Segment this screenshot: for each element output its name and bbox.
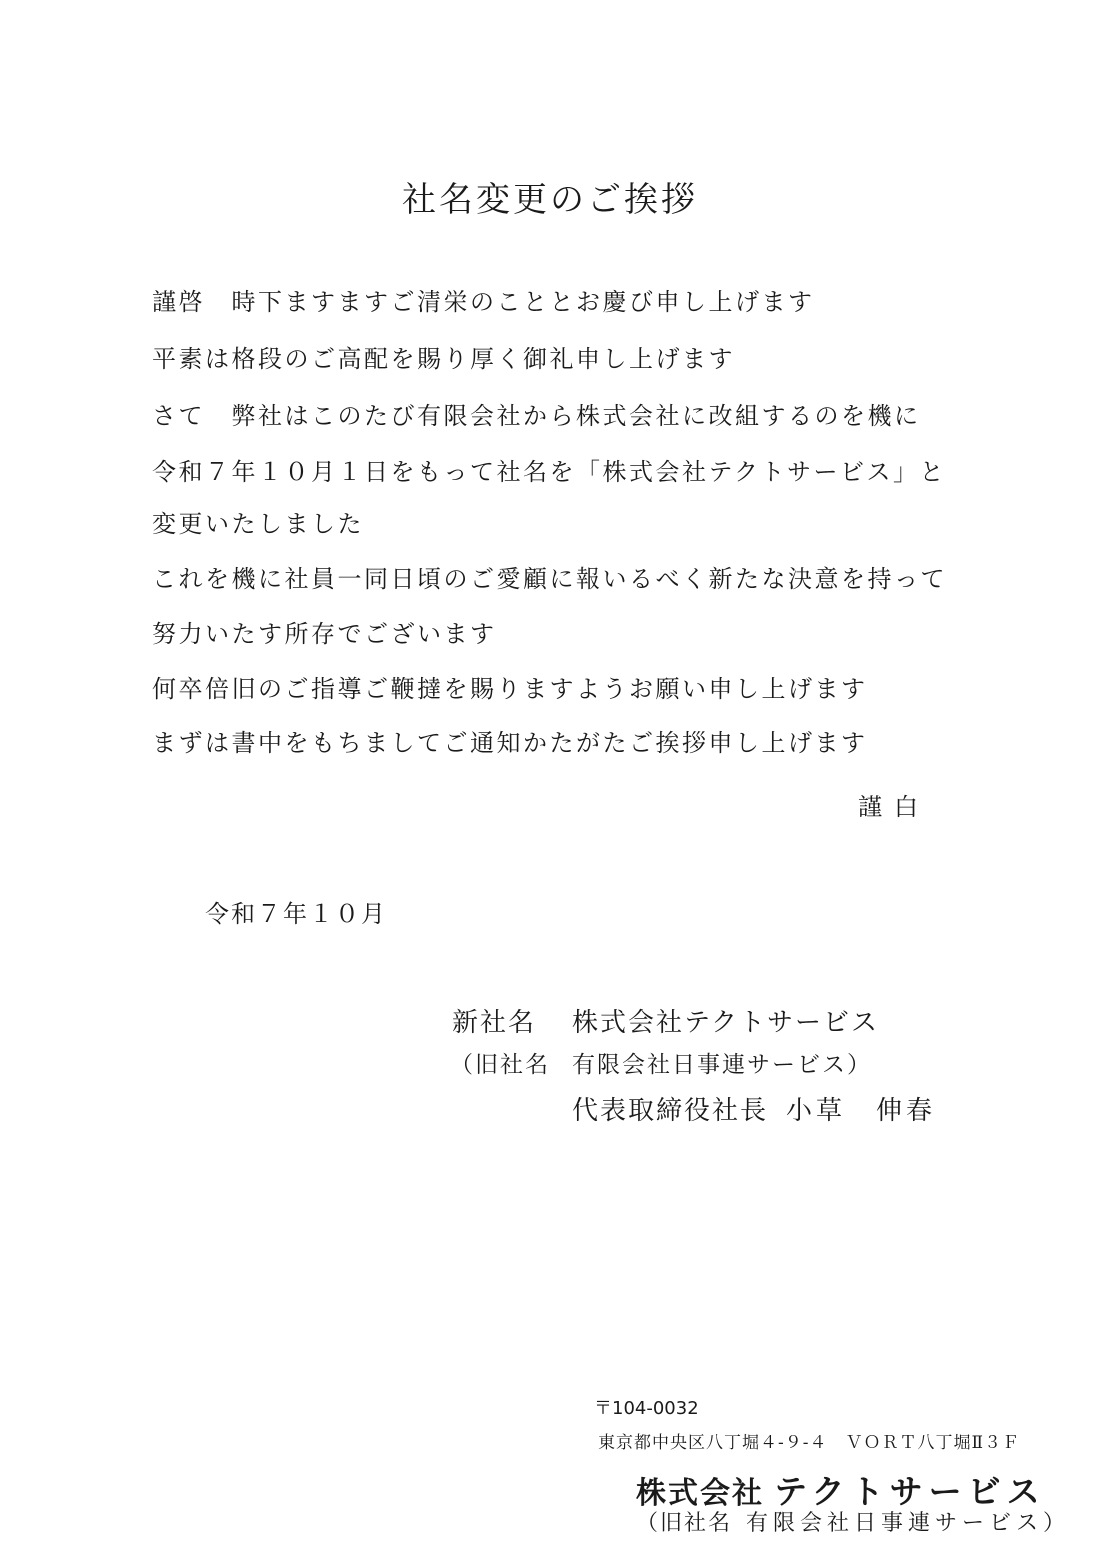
new-name-label: 新社名 bbox=[452, 1008, 537, 1038]
footer-old-name-label: （旧社名 bbox=[636, 1511, 733, 1536]
footer-company-main: テクトサービス bbox=[774, 1472, 1046, 1511]
closing-remark: 謹白 bbox=[858, 793, 930, 821]
representative-surname: 小草 bbox=[786, 1096, 847, 1126]
new-company-name: 株式会社テクトサービス bbox=[572, 1008, 879, 1038]
footer-old-name bbox=[636, 1506, 1070, 1537]
body-line-5: 変更いたしました bbox=[152, 510, 364, 538]
body-line-9: まずは書中をもちましてご通知かたがたご挨拶申し上げます bbox=[152, 729, 868, 757]
page-title: 社名変更のご挨拶 bbox=[402, 180, 698, 220]
footer-old-company: 有限会社日事連サービス） bbox=[746, 1511, 1071, 1536]
body-line-1: 謹啓 時下ますますご清栄のこととお慶び申し上げます bbox=[152, 288, 815, 316]
footer-company-prefix: 株式会社 bbox=[636, 1476, 764, 1511]
company-address: 東京都中央区八丁堀４-９-４ ＶＯＲＴ八丁堀Ⅱ３Ｆ bbox=[598, 1433, 1021, 1453]
postal-code: 〒104-0032 bbox=[594, 1398, 699, 1419]
letter-date: 令和７年１０月 bbox=[205, 900, 387, 928]
body-line-6: これを機に社員一同日頃のご愛顧に報いるべく新たな決意を持って bbox=[152, 565, 947, 593]
body-line-4: 令和７年１０月１日をもって社名を「株式会社テクトサービス」と bbox=[152, 458, 947, 486]
old-name-label: （旧社名 bbox=[450, 1052, 550, 1078]
body-line-8: 何卒倍旧のご指導ご鞭撻を賜りますようお願い申し上げます bbox=[152, 675, 868, 703]
body-line-2: 平素は格段のご高配を賜り厚く御礼申し上げます bbox=[152, 345, 735, 373]
body-line-3: さて 弊社はこのたび有限会社から株式会社に改組するのを機に bbox=[152, 402, 921, 430]
old-company-name: 有限会社日事連サービス） bbox=[572, 1052, 872, 1078]
representative-title: 代表取締役社長 bbox=[572, 1096, 769, 1126]
body-line-7: 努力いたす所存でございます bbox=[152, 620, 497, 648]
representative-given-name: 伸春 bbox=[876, 1096, 937, 1126]
